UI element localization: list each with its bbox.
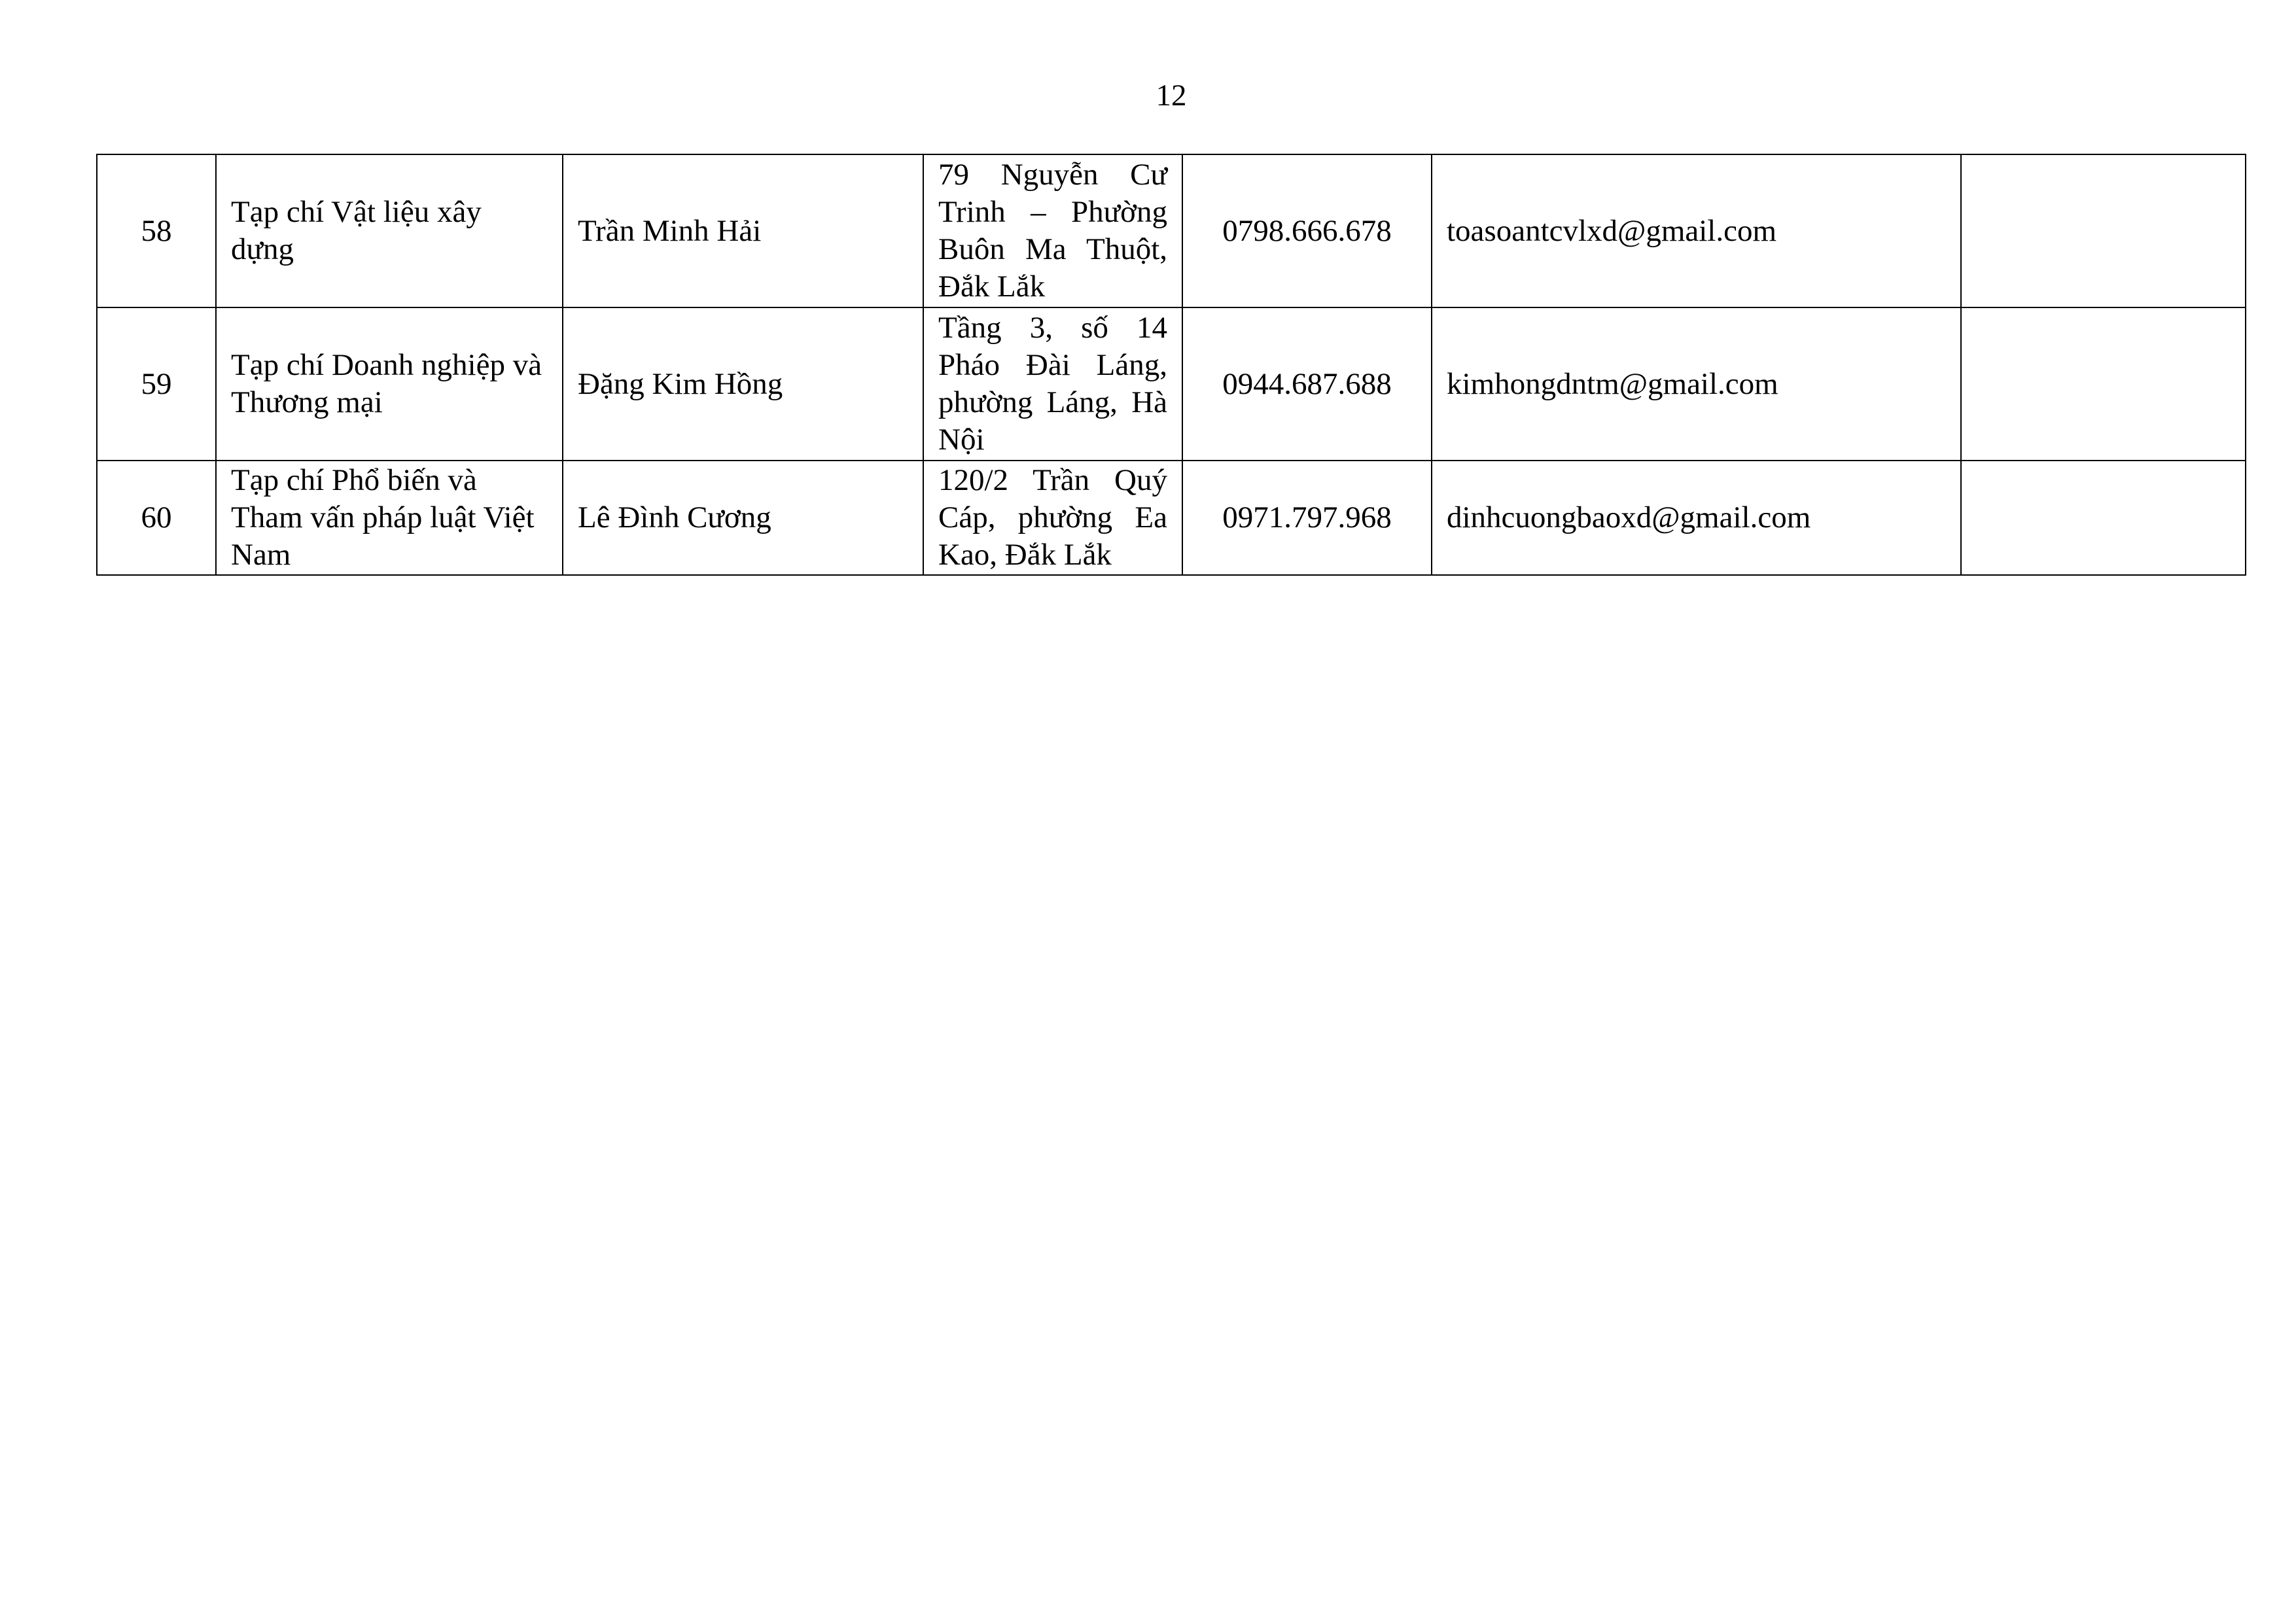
press-contact-table [96,154,2246,576]
cell-address: 120/2 Trần Quý Cáp, phường Ea Kao, Đắk Lắk [923,461,1182,575]
cell-contact-person: Đặng Kim Hồng [563,307,923,461]
table-row [97,154,2246,307]
cell-phone: 0971.797.968 [1182,461,1432,575]
table-row [97,461,2246,575]
page-number: 12 [1156,79,1187,113]
table-row [97,307,2246,461]
cell-no: 60 [97,461,216,575]
cell-contact-person: Lê Đình Cương [563,461,923,575]
cell-publication-name: Tạp chí Doanh nghiệp và Thương mại [216,307,563,461]
cell-no: 58 [97,154,216,307]
cell-phone: 0944.687.688 [1182,307,1432,461]
cell-note [1961,154,2246,307]
cell-phone: 0798.666.678 [1182,154,1432,307]
cell-contact-person: Trần Minh Hải [563,154,923,307]
cell-note [1961,461,2246,575]
cell-address: 79 Nguyễn Cư Trinh – Phường Buôn Ma Thuột, Đắk Lắk [923,154,1182,307]
cell-address: Tầng 3, số 14 Pháo Đài Láng, phường Láng, Hà Nội [923,307,1182,461]
cell-note [1961,307,2246,461]
cell-publication-name: Tạp chí Vật liệu xây dựng [216,154,563,307]
cell-publication-name: Tạp chí Phổ biến và Tham vấn pháp luật Việt Nam [216,461,563,575]
cell-no: 59 [97,307,216,461]
cell-email: dinhcuongbaoxd@gmail.com [1432,461,1961,575]
cell-email: toasoantcvlxd@gmail.com [1432,154,1961,307]
cell-email: kimhongdntm@gmail.com [1432,307,1961,461]
